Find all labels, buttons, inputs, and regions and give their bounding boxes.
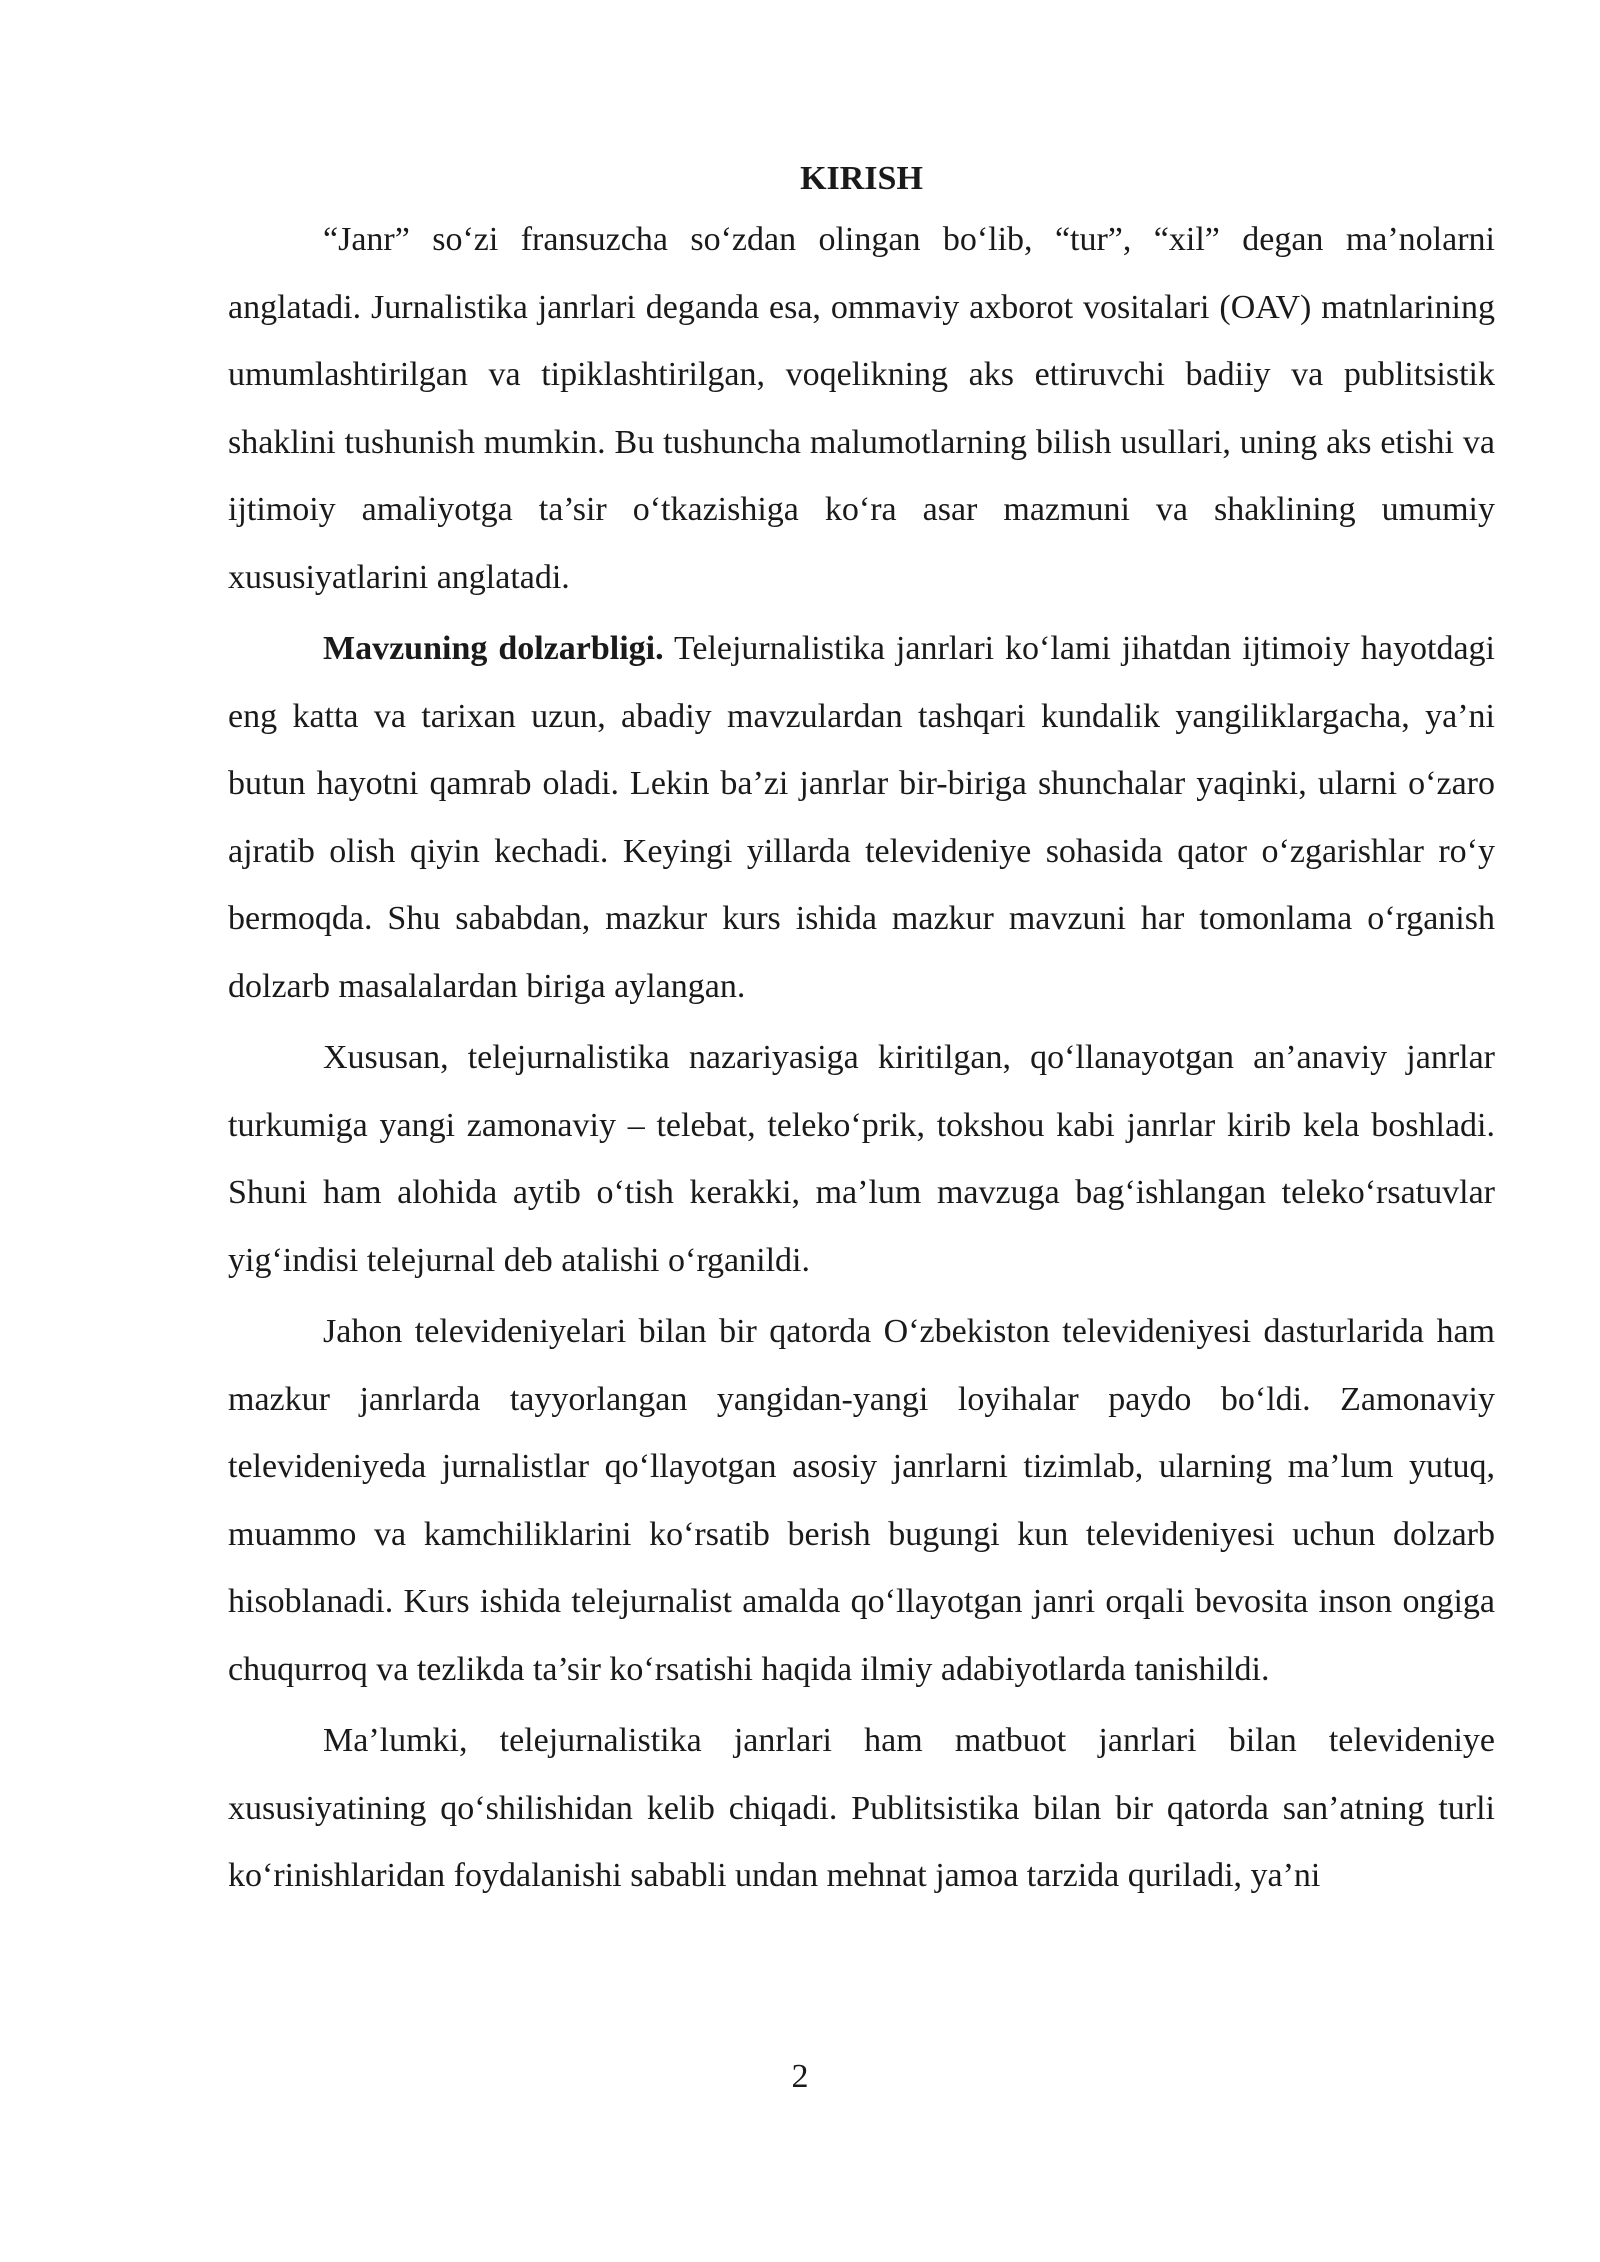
page-number: 2 — [791, 2058, 809, 2095]
paragraph-lead: Mavzuning dolzarbligi. — [323, 630, 664, 667]
section-heading: KIRISH — [800, 160, 923, 197]
paragraph-text: Telejurnalistika janrlari ko‘lami jihatdan ijtimoiy hayotdagi eng katta va tarixan uzun, abadiy mavzulardan tashqari kundalik yangiliklargacha, ya’ni butun hayotni qamrab oladi. Lekin ba’zi janrlar bir-biriga shunchalar yaqinki, ularni o‘zaro ajratib olish qiyin kechadi. Keyingi yillarda televideniye sohasida qator o‘zgarishlar ro‘y bermoqda. Shu sababdan, mazkur kurs ishida mazkur mavzuni har tomonlama o‘rganish dolzarb masalalardan biriga aylangan. — [228, 630, 1495, 1005]
paragraph-2 — [228, 615, 1495, 1020]
page-content — [228, 152, 1495, 1910]
paragraph-text: “Janr” so‘zi fransuzcha so‘zdan olingan bo‘lib, “tur”, “xil” degan ma’nolarni anglatadi. Jurnalistika janrlari deganda esa, ommaviy axborot vositalari (OAV) matnlarining umumlashtirilgan va tipiklashtirilgan, voqelikning aks ettiruvchi badiiy va publitsistik shaklini tushunish mumkin. Bu tushuncha malumotlarning bilish usullari, uning aks etishi va ijtimoiy amaliyotga ta’sir o‘tkazishiga ko‘ra asar mazmuni va shaklining umumiy xususiyatlarini anglatadi. — [228, 221, 1495, 596]
paragraph-1 — [228, 206, 1495, 611]
paragraph-text: Jahon televideniyelari bilan bir qatorda O‘zbekiston televideniyesi dasturlarida ham mazkur janrlarda tayyorlangan yangidan-yangi loyihalar paydo bo‘ldi. Zamonaviy televideniyeda jurnalistlar qo‘llayotgan asosiy janrlarni tizimlab, ularning ma’lum yutuq, muammo va kamchiliklarini ko‘rsatib berish bugungi kun televideniyesi uchun dolzarb hisoblanadi. Kurs ishida telejurnalist amalda qo‘llayotgan janri orqali bevosita inson ongiga chuqurroq va tezlikda ta’sir ko‘rsatishi haqida ilmiy adabiyotlarda tanishildi. — [228, 1313, 1495, 1688]
paragraph-text: Xususan, telejurnalistika nazariyasiga kiritilgan, qo‘llanayotgan an’anaviy janrlar turkumiga yangi zamonaviy – telebat, teleko‘prik, tokshou kabi janrlar kirib kela boshladi. Shuni ham alohida aytib o‘tish kerakki, ma’lum mavzuga bag‘ishlangan teleko‘rsatuvlar yig‘indisi telejurnal deb atalishi o‘rganildi. — [228, 1039, 1495, 1279]
paragraph-3 — [228, 1024, 1495, 1294]
paragraph-text: Ma’lumki, telejurnalistika janrlari ham matbuot janrlari bilan televideniye xususiyatining qo‘shilishidan kelib chiqadi. Publitsistika bilan bir qatorda san’atning turli ko‘rinishlaridan foydalanishi sababli undan mehnat jamoa tarzida quriladi, ya’ni — [228, 1722, 1495, 1894]
paragraph-4 — [228, 1298, 1495, 1703]
paragraph-5 — [228, 1707, 1495, 1910]
